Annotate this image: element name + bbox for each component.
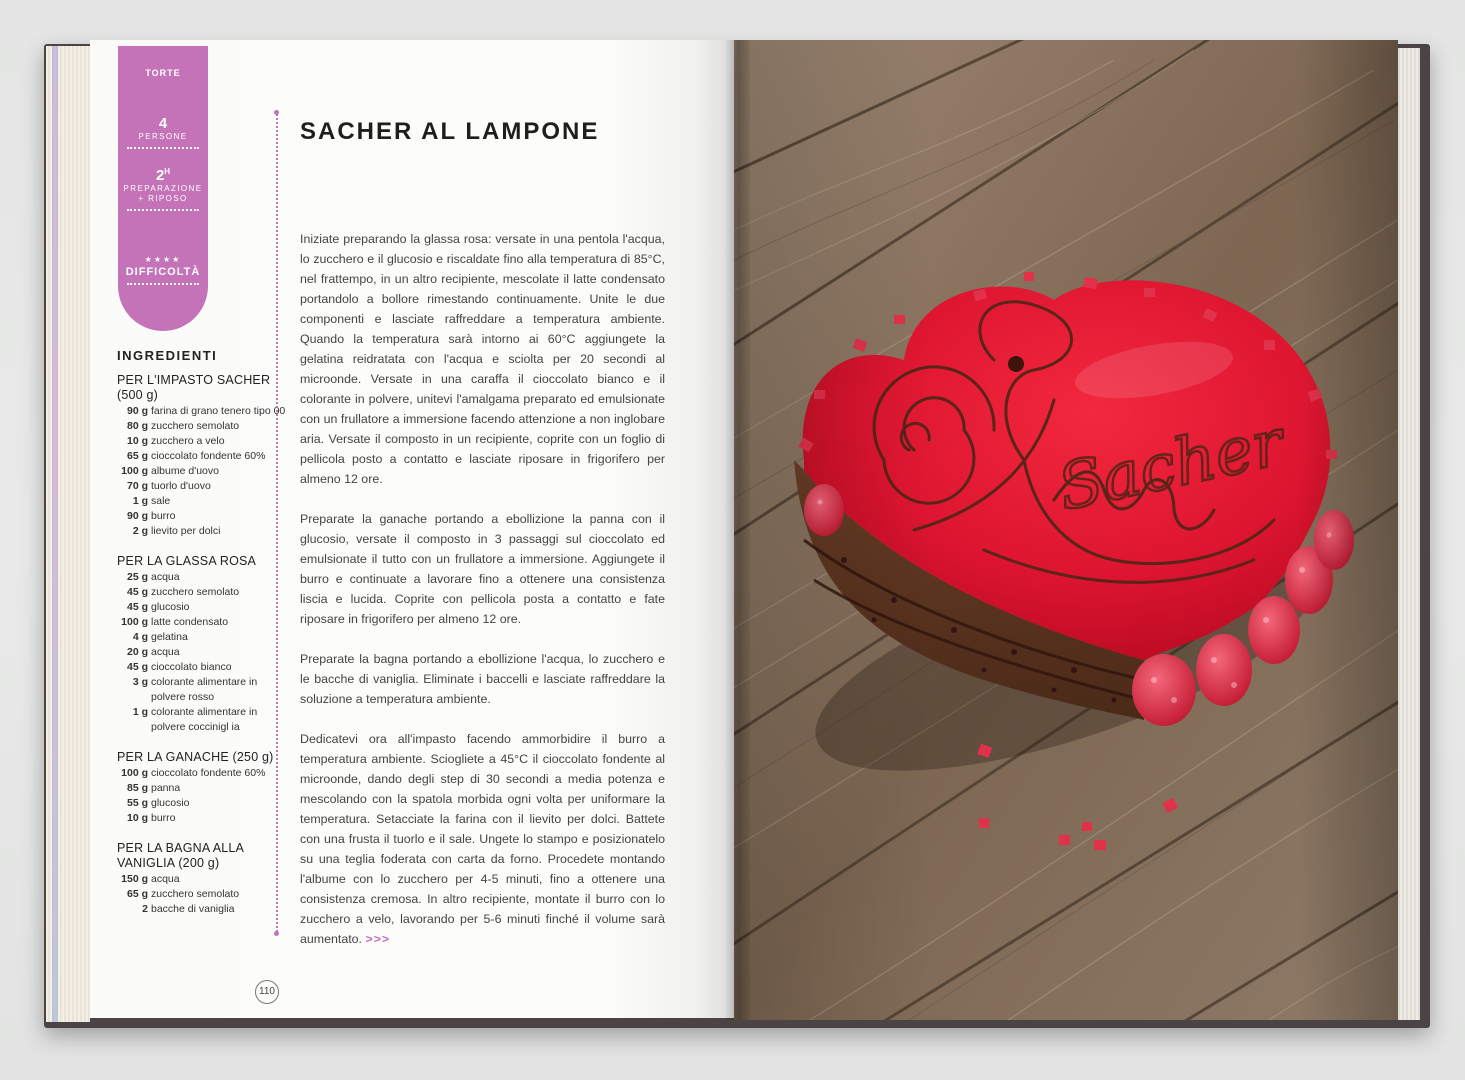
ingredient-quantity: 55 g: [126, 797, 148, 809]
ingredient-quantity: 4 g: [132, 631, 148, 643]
ingredient-name: colorante alimentare in polvere rosso: [151, 676, 258, 703]
ingredient-row: [117, 902, 287, 917]
ingredient-row: [117, 705, 287, 735]
recipe-instructions: [300, 229, 665, 969]
ingredients-list: [117, 348, 287, 932]
ingredient-quantity: 20 g: [126, 646, 148, 658]
ingredient-quantity: 100 g: [121, 465, 148, 477]
ingredient-quantity: 45 g: [126, 586, 148, 598]
ingredient-row: [117, 887, 287, 902]
ingredient-name: cioccolato bianco: [151, 661, 232, 673]
ingredient-quantity: 45 g: [126, 601, 148, 613]
ingredient-section: [117, 750, 287, 826]
ingredient-quantity: 65 g: [126, 450, 148, 462]
ingredient-name: glucosio: [151, 797, 190, 809]
ingredient-row: [117, 404, 287, 419]
ingredient-row: [117, 615, 287, 630]
ingredient-name: acqua: [151, 646, 180, 658]
ingredient-section-title: PER L'IMPASTO SACHER (500 g): [117, 373, 271, 402]
ingredient-name: zucchero semolato: [151, 586, 240, 598]
difficulty-label: DIFFICOLTÀ: [125, 266, 201, 278]
continue-link[interactable]: >>>: [365, 932, 391, 946]
ingredient-quantity: 2 g: [132, 525, 148, 537]
ingredient-name: glucosio: [151, 601, 190, 613]
ingredient-section: [117, 373, 287, 539]
ingredient-name: burro: [151, 510, 176, 522]
time-number: 2: [155, 167, 165, 184]
column-divider: [276, 114, 278, 932]
ingredient-quantity: 100 g: [121, 767, 148, 779]
ingredient-row: [117, 585, 287, 600]
ingredient-name: lievito per dolci: [151, 525, 221, 537]
ingredient-row: [117, 675, 287, 705]
page-edges-left: [46, 46, 90, 1022]
ingredient-name: cioccolato fondente 60%: [151, 767, 266, 779]
ingredient-section-title: PER LA BAGNA ALLA VANIGLIA (200 g): [117, 841, 244, 870]
ingredient-row: [117, 766, 287, 781]
ingredient-name: bacche di vaniglia: [151, 903, 235, 915]
ingredient-name: sale: [151, 495, 171, 507]
ingredient-quantity: 150 g: [121, 873, 148, 885]
time-value: [118, 164, 208, 184]
ingredient-row: [117, 449, 287, 464]
ingredient-row: [117, 796, 287, 811]
instruction-paragraph-impasto: [300, 729, 665, 949]
left-page: [90, 40, 734, 1018]
ingredient-name: acqua: [151, 571, 180, 583]
ingredient-row: [117, 600, 287, 615]
ingredient-name: farina di grano tenero tipo 00: [151, 405, 286, 417]
ingredient-quantity: 85 g: [126, 782, 148, 794]
ingredient-row: [117, 630, 287, 645]
ingredient-quantity: 90 g: [126, 405, 148, 417]
right-page: [734, 40, 1398, 1020]
ingredient-quantity: 45 g: [126, 661, 148, 673]
tab-divider: [127, 209, 199, 211]
tab-divider: [127, 283, 199, 285]
ingredient-quantity: 3 g: [132, 676, 148, 688]
impasto-text: Dedicatevi ora all'impasto facendo ammorbidire il burro a temperatura ambiente. Sciogliete a 45°C il cioccolato fondente al microonde, dando degli step di 30 secondi a media potenza e mescolando con la spatola morbida ogni volta per uniformare la temperatura. Setacciate la farina con il lievito per dolci. Battete con una frusta il tuorlo e il sale. Ungete lo stampo e posizionatelo su una teglia foderata con carta da forno. Procedete montando l'albume con lo zucchero per 4-5 minuti, fino a ottenere una consistenza cremosa. In altro recipiente, montate il burro con lo zucchero a velo, lavorando per 5-6 minuti finché il volume sarà aumentato.: [300, 732, 665, 946]
ingredient-name: burro: [151, 812, 176, 824]
ingredient-row: [117, 494, 287, 509]
ingredient-name: tuorlo d'uovo: [151, 480, 211, 492]
ingredient-name: panna: [151, 782, 181, 794]
time-block: [118, 164, 208, 211]
ingredient-row: [117, 872, 287, 887]
ingredient-quantity: 1 g: [132, 495, 148, 507]
instruction-paragraph-bagna: Preparate la bagna portando a ebollizione l'acqua, lo zucchero e le bacche di vaniglia. Eliminate i baccelli e lasciate raffreddare la soluzione a temperatura ambiente.: [300, 652, 665, 706]
ingredients-sections: [117, 373, 287, 917]
ingredient-section: [117, 554, 287, 735]
ingredient-name: zucchero semolato: [151, 888, 240, 900]
instruction-paragraph-ganache: Preparate la ganache portando a ebollizione la panna con il glucosio, versate il composto in 3 passaggi sul cioccolato ed emulsionate il tutto con un frullatore a immersione. Aggiungete il burro e continuate a lavorare fino a ottenere una consistenza liscia e lucida. Coprite con pellicola posta a contatto e fate riposare in frigorifero per almeno 12 ore.: [300, 512, 665, 626]
ingredient-name: albume d'uovo: [151, 465, 219, 477]
ingredient-quantity: 2: [142, 903, 148, 915]
ingredient-row: [117, 645, 287, 660]
ingredient-row: [117, 479, 287, 494]
ingredient-name: acqua: [151, 873, 180, 885]
time-label-line2: + RIPOSO: [138, 194, 188, 203]
tab-divider: [127, 147, 199, 149]
ingredient-name: latte condensato: [151, 616, 229, 628]
ingredient-row: [117, 509, 287, 524]
ingredient-quantity: 1 g: [132, 706, 148, 718]
difficulty-stars: ★★★★: [144, 255, 182, 264]
instruction-paragraph-glassa: Iniziate preparando la glassa rosa: versate in una pentola l'acqua, lo zucchero e il glucosio e riscaldate fino alla temperatura di 85°C, nel frattempo, in un altro recipiente, mescolate il latte condensato portandolo a bollore rimestando continuamente. Unite le due componenti e lasciate raffreddare a temperatura ambiente. Quando la temperatura sarà intorno ai 60°C aggiungete la gelatina reidratata con l'acqua e sciolta per 20 secondi al microonde. Versate in una caraffa il cioccolato bianco e il colorante in polvere, unitevi l'amalgama preparato ed emulsionate con un frullatore a immersione facendo attenzione a non inglobare aria. Versate il composto in un recipiente, coprite con un foglio di pellicola posto a contatto e lasciate riposare in frigorifero per almeno 12 ore.: [300, 232, 665, 486]
ingredient-quantity: 90 g: [126, 510, 148, 522]
ingredient-quantity: 70 g: [126, 480, 148, 492]
ingredient-row: [117, 434, 287, 449]
ingredients-title: INGREDIENTI: [117, 348, 218, 363]
page-number: 110: [255, 980, 279, 1004]
page-edges-right: [1396, 48, 1420, 1020]
ingredient-name: zucchero semolato: [151, 420, 240, 432]
ingredient-name: zucchero a velo: [151, 435, 225, 447]
ingredient-section-title: PER LA GLASSA ROSA: [117, 554, 257, 568]
difficulty-block: [118, 255, 208, 285]
ingredient-row: [117, 464, 287, 479]
ingredient-row: [117, 781, 287, 796]
ingredient-row: [117, 419, 287, 434]
ingredient-section-title: PER LA GANACHE (250 g): [117, 750, 274, 764]
recipe-title: SACHER AL LAMPONE: [300, 118, 600, 145]
servings-label: PERSONE: [138, 132, 188, 141]
category-label: TORTE: [145, 68, 181, 78]
ingredient-row: [117, 524, 287, 539]
ingredient-quantity: 65 g: [126, 888, 148, 900]
ingredient-quantity: 10 g: [126, 435, 148, 447]
ingredient-quantity: 25 g: [126, 571, 148, 583]
ingredient-quantity: 100 g: [121, 616, 148, 628]
time-unit: H: [164, 167, 171, 176]
ingredient-quantity: 80 g: [126, 420, 148, 432]
ingredient-quantity: 10 g: [126, 812, 148, 824]
ingredient-name: colorante alimentare in polvere coccinigl ia: [151, 706, 258, 733]
ingredient-row: [117, 570, 287, 585]
servings-value: 4: [158, 115, 168, 132]
ingredient-row: [117, 811, 287, 826]
ingredient-section: [117, 841, 287, 917]
time-label-line1: PREPARAZIONE: [123, 184, 203, 193]
cake-photo: [734, 40, 1398, 1020]
ingredient-name: gelatina: [151, 631, 188, 643]
servings-block: [118, 116, 208, 149]
recipe-info-tab: [118, 46, 208, 331]
ingredient-row: [117, 660, 287, 675]
ingredient-name: cioccolato fondente 60%: [151, 450, 266, 462]
